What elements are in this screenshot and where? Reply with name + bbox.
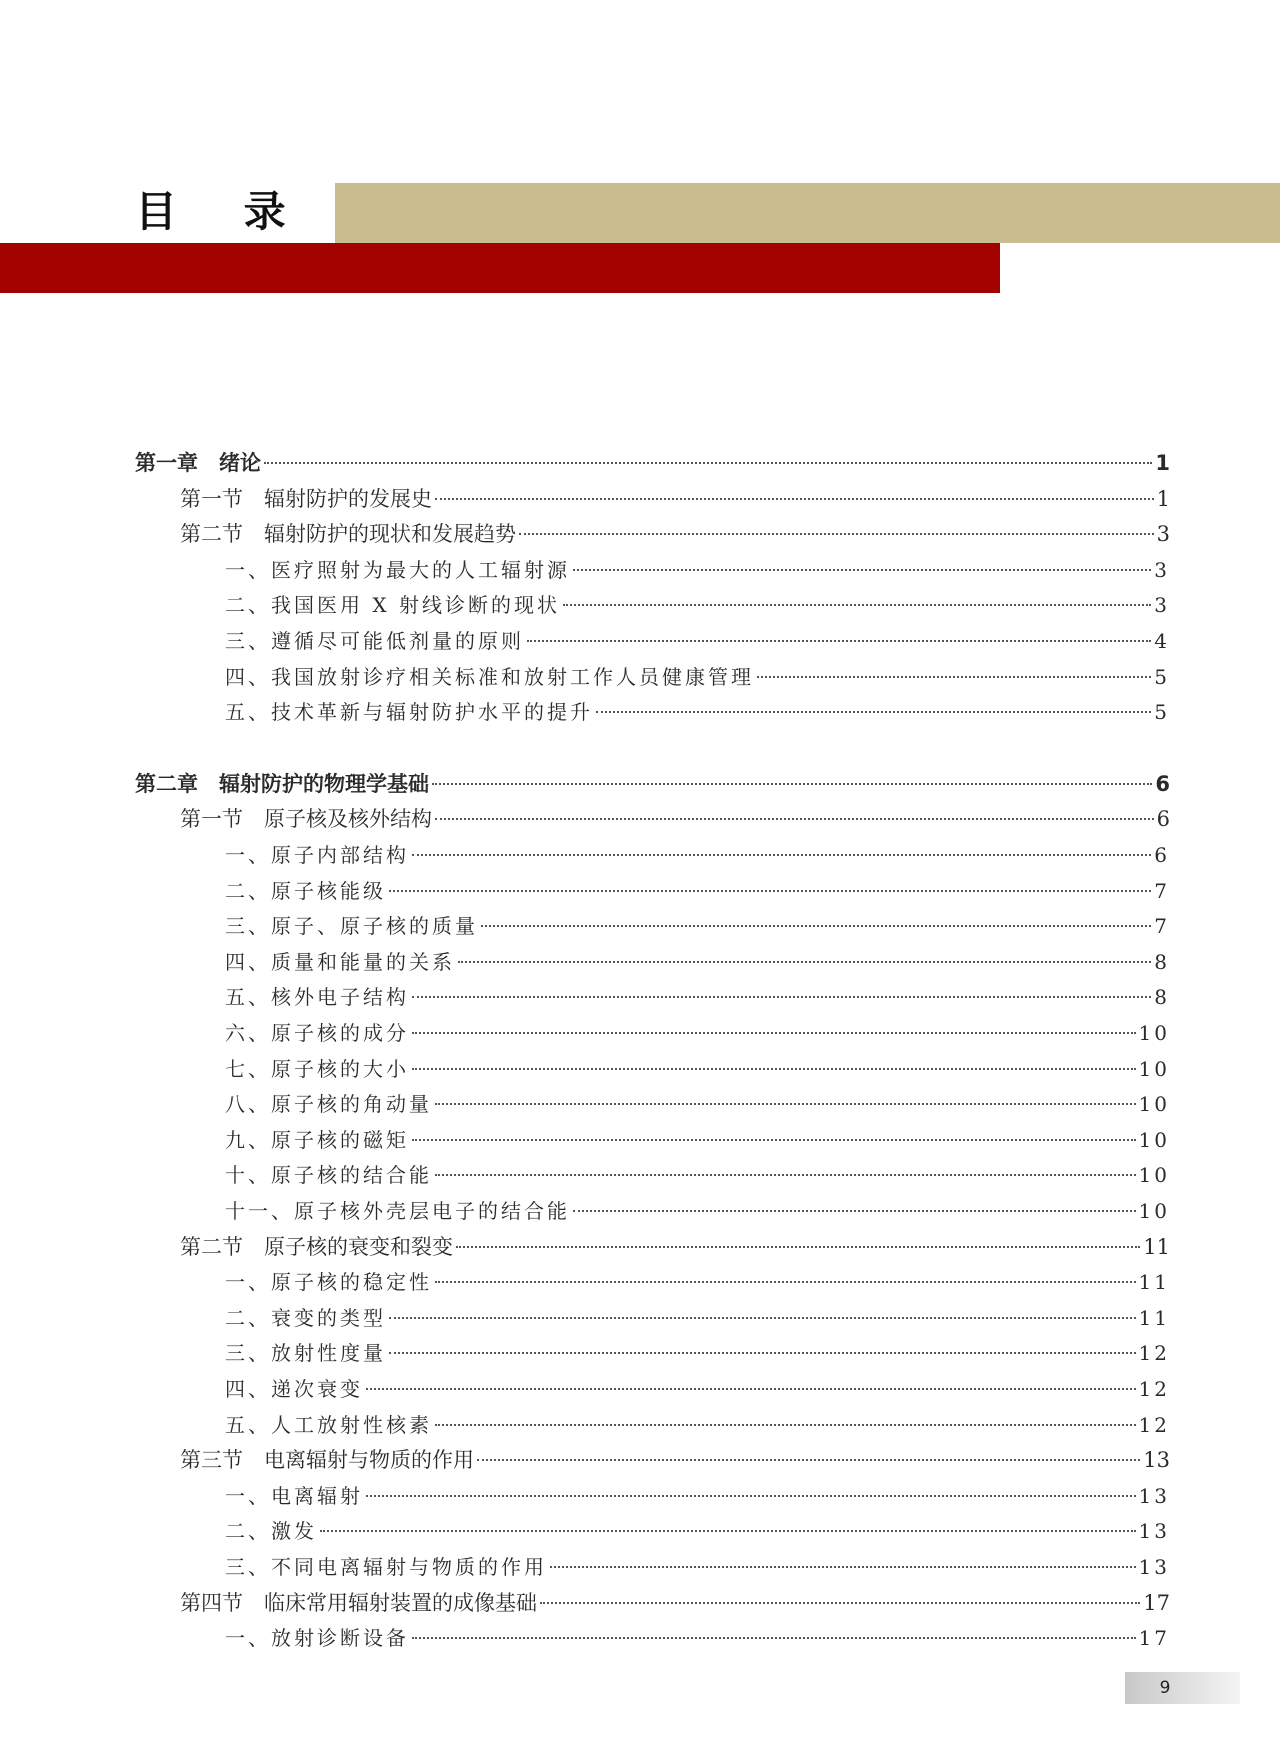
toc-item-row [225,1160,1170,1190]
toc-leader-dots [412,1032,1136,1034]
toc-page-number: 17 [1143,1590,1170,1615]
toc-entry-label: 一、放射诊断设备 [225,1626,409,1651]
toc-section-row [180,804,1170,834]
toc-entry-label: 一、电离辐射 [225,1483,363,1508]
toc-item-row [225,1410,1170,1440]
toc-leader-dots [757,676,1151,678]
toc-leader-dots [435,818,1154,820]
toc-leader-dots [563,604,1151,606]
toc-page-number: 10 [1138,1056,1170,1081]
toc-entry-label: 九、原子核的磁矩 [225,1127,409,1152]
toc-item-row [225,1267,1170,1297]
toc-page-number: 11 [1138,1270,1170,1295]
header-tan-band [335,183,1280,243]
toc-leader-dots [432,783,1152,785]
toc-leader-dots [389,1352,1136,1354]
page-title: 目 录 [135,187,312,236]
toc-item-row [225,1338,1170,1368]
toc-leader-dots [573,1210,1136,1212]
toc-page-number: 5 [1154,664,1170,689]
toc-page-number: 3 [1154,557,1170,582]
toc-leader-dots [412,1068,1136,1070]
toc-leader-dots [320,1530,1136,1532]
toc-page-number: 10 [1138,1163,1170,1188]
toc-entry-label: 第二章 辐射防护的物理学基础 [135,771,429,796]
toc-entry-label: 三、原子、原子核的质量 [225,914,478,939]
toc-page-number: 10 [1138,1199,1170,1223]
toc-entry-label: 第二节 原子核的衰变和裂变 [180,1234,453,1259]
toc-leader-dots [435,1281,1136,1283]
toc-item-row [225,662,1170,692]
toc-page-number: 6 [1154,843,1170,867]
toc-page-number: 12 [1138,1412,1170,1437]
toc-item-row [225,982,1170,1012]
toc-leader-dots [458,961,1151,963]
toc-entry-label: 四、我国放射诊疗相关标准和放射工作人员健康管理 [225,664,754,689]
toc-entry-label: 四、递次衰变 [225,1377,363,1401]
toc-entry-label: 第一节 辐射防护的发展史 [180,486,432,511]
toc-leader-dots [540,1602,1140,1604]
toc-page-number: 8 [1154,985,1170,1010]
toc-leader-dots [412,996,1151,998]
toc-page-number: 12 [1138,1377,1170,1401]
toc-page-number: 8 [1154,949,1170,974]
toc-section-row [180,519,1170,549]
toc-page-number: 13 [1143,1448,1170,1473]
header-red-band [0,243,1000,293]
toc-leader-dots [435,498,1154,500]
toc-entry-label: 第二节 辐射防护的现状和发展趋势 [180,522,516,547]
toc-entry-label: 七、原子核的大小 [225,1056,409,1081]
toc-page-number: 3 [1154,593,1170,618]
toc-page-number: 7 [1154,914,1170,939]
toc-item-row [225,911,1170,941]
toc-entry-label: 三、遵循尽可能低剂量的原则 [225,629,524,653]
toc-item-row [225,1374,1170,1404]
toc-leader-dots [412,1637,1136,1639]
toc-entry-label: 十、原子核的结合能 [225,1163,432,1188]
toc-page-number: 10 [1138,1021,1170,1045]
toc-entry-label: 一、医疗照射为最大的人工辐射源 [225,557,570,582]
toc-page-number: 6 [1155,771,1170,796]
toc-page-number: 13 [1138,1483,1170,1508]
toc-leader-dots [477,1459,1140,1461]
toc-leader-dots [389,890,1151,892]
toc-entry-label: 八、原子核的角动量 [225,1092,432,1117]
toc-entry-label: 五、人工放射性核素 [225,1412,432,1437]
toc-page-number: 5 [1154,700,1170,725]
toc-entry-label: 三、放射性度量 [225,1341,386,1366]
toc-entry-label: 第一章 绪论 [135,451,261,475]
toc-entry-label: 二、激发 [225,1519,317,1544]
toc-item-row [225,1089,1170,1119]
toc-page-number: 1 [1155,451,1170,475]
toc-item-row [225,1303,1170,1333]
toc-page-number: 10 [1138,1092,1170,1117]
page-number: 9 [1159,1678,1171,1698]
toc-page-number: 6 [1156,807,1170,832]
toc-section-row [180,1445,1170,1475]
toc-chapter-row [135,769,1170,799]
toc-entry-label: 十一、原子核外壳层电子的结合能 [225,1199,570,1223]
toc-leader-dots [264,462,1152,464]
toc-leader-dots [435,1424,1136,1426]
toc-leader-dots [366,1495,1136,1497]
toc-leader-dots [456,1246,1140,1248]
toc-item-row [225,697,1170,727]
toc-page-number: 7 [1154,878,1170,903]
toc-page-number: 13 [1138,1519,1170,1544]
toc-item-row [225,1054,1170,1084]
toc-leader-dots [366,1388,1136,1390]
toc-page-number: 3 [1156,522,1170,547]
toc-leader-dots [435,1103,1136,1105]
toc-item-row [225,590,1170,620]
toc-entry-label: 二、我国医用 X 射线诊断的现状 [225,593,560,618]
toc-item-row [225,555,1170,585]
toc-entry-label: 五、技术革新与辐射防护水平的提升 [225,700,593,725]
toc-item-row [225,1552,1170,1582]
toc-page-number: 17 [1138,1626,1170,1651]
toc-entry-label: 六、原子核的成分 [225,1021,409,1045]
toc-item-row [225,1018,1170,1048]
toc-section-row [180,484,1170,514]
toc-item-row [225,876,1170,906]
toc-item-row [225,947,1170,977]
toc-item-row [225,1196,1170,1226]
toc-item-row [225,1623,1170,1653]
toc-entry-label: 第四节 临床常用辐射装置的成像基础 [180,1590,537,1615]
toc-leader-dots [389,1317,1136,1319]
toc-entry-label: 三、不同电离辐射与物质的作用 [225,1555,547,1579]
toc-leader-dots [412,854,1151,856]
toc-chapter-row [135,448,1170,478]
toc-entry-label: 一、原子核的稳定性 [225,1270,432,1295]
toc-section-row [180,1588,1170,1618]
toc-item-row [225,1481,1170,1511]
toc-page-number: 13 [1138,1555,1170,1579]
toc-section-row [180,1232,1170,1262]
toc-entry-label: 一、原子内部结构 [225,843,409,867]
toc-item-row [225,840,1170,870]
toc-page-number: 11 [1143,1234,1170,1259]
toc-page-number: 10 [1138,1127,1170,1152]
toc-entry-label: 四、质量和能量的关系 [225,949,455,974]
toc-entry-label: 二、原子核能级 [225,878,386,903]
toc-leader-dots [527,640,1151,642]
toc-leader-dots [573,569,1151,571]
toc-entry-label: 第三节 电离辐射与物质的作用 [180,1448,474,1473]
toc-leader-dots [596,711,1151,713]
toc-item-row [225,1516,1170,1546]
toc-leader-dots [519,533,1154,535]
toc-page-number: 12 [1138,1341,1170,1366]
toc-entry-label: 第一节 原子核及核外结构 [180,807,432,832]
toc-leader-dots [412,1139,1136,1141]
toc-leader-dots [550,1566,1136,1568]
toc-page-number: 1 [1156,486,1170,511]
toc-page-number: 11 [1138,1305,1170,1330]
toc-leader-dots [435,1174,1136,1176]
toc-entry-label: 二、衰变的类型 [225,1305,386,1330]
toc-item-row [225,1125,1170,1155]
toc-page-number: 4 [1154,629,1170,653]
toc-leader-dots [481,925,1151,927]
toc-entry-label: 五、核外电子结构 [225,985,409,1010]
toc-item-row [225,626,1170,656]
footer-page-bar [1125,1672,1240,1704]
